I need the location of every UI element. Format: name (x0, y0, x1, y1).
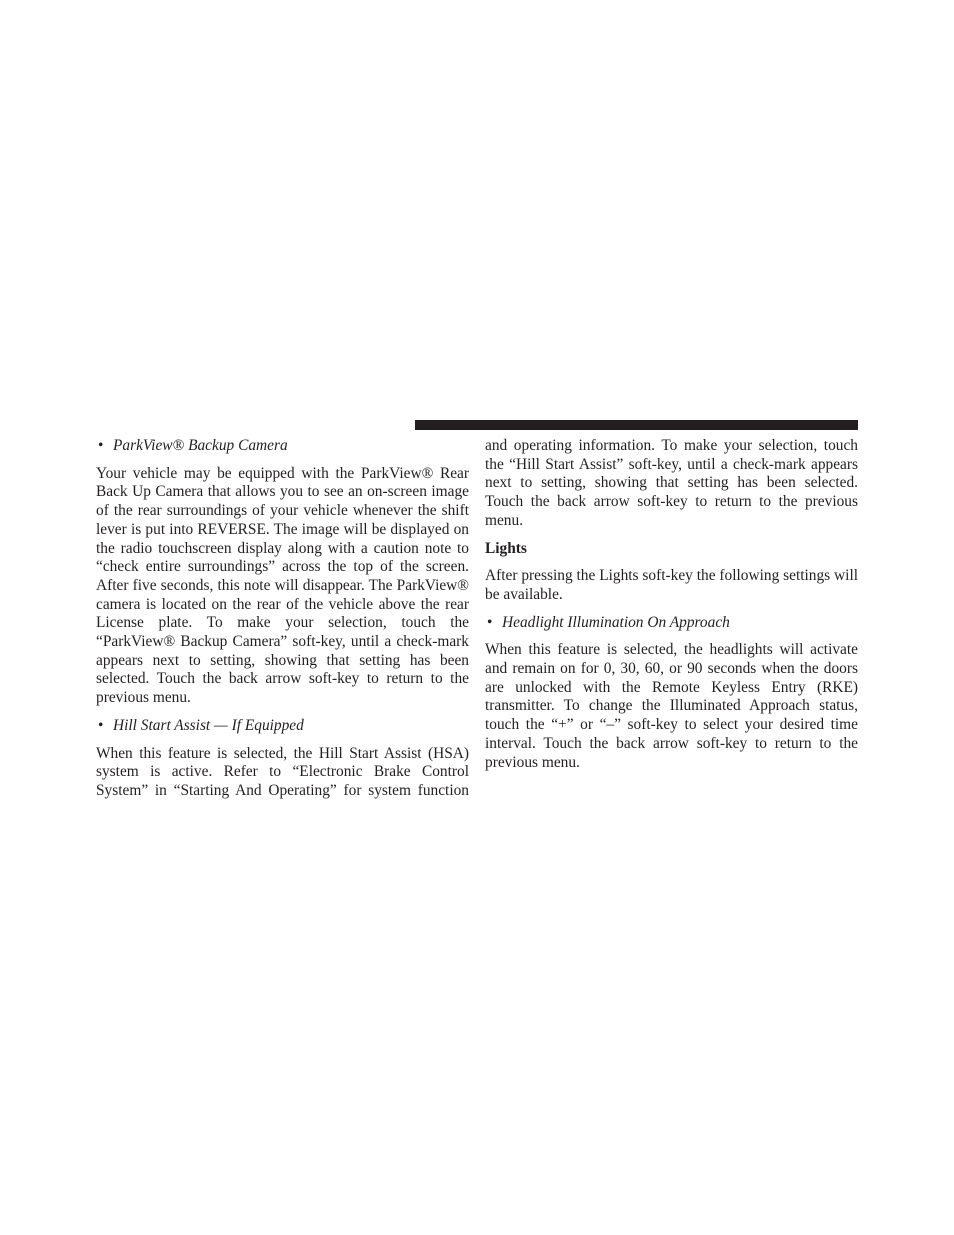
header-rule (415, 420, 858, 430)
right-column (485, 437, 858, 781)
bullet-icon: • (98, 716, 104, 734)
left-column (96, 437, 469, 810)
bullet-label: ParkView® Backup Camera (113, 437, 288, 454)
hill-start-assist-paragraph: When this feature is selected, the Hill Start Assist (HSA) system is active. Refer to “Electronic Brake Control System” in “Starting And Operating” for system function (96, 744, 469, 799)
lights-heading: Lights (485, 539, 527, 557)
lights-paragraph: After pressing the Lights soft-key the following settings will be available. (485, 567, 858, 603)
bullet-label: Headlight Illumination On Approach (502, 613, 730, 631)
bullet-headlight-illumination (485, 614, 858, 633)
headlight-illumination-paragraph: When this feature is selected, the headlights will activate and remain on for 0, 30, 60, or 90 seconds when the doors are unlocked with the Remote Keyless Entry (RKE) transmitter. To change the Illuminated Approach status, touch the “+” or “–” soft-key to select your desired time interval. Touch the back arrow soft-key to return to the previous menu. (485, 641, 858, 771)
hill-start-assist-paragraph-continued: and operating information. To make your selection, touch the “Hill Start Assist” soft-key, until a check-mark appears next to setting, showing that setting has been selected. Touch the back arrow soft-key to return to the previous menu. (485, 437, 858, 529)
bullet-parkview-backup-camera (96, 437, 469, 456)
parkview-paragraph: Your vehicle may be equipped with the ParkView® Rear Back Up Camera that allows you to see an on-screen image of the rear surroundings of your vehicle whenever the shift lever is put into REVERSE. The image will be displayed on the radio touchscreen display along with a caution note to “check entire surroundings” across the top of the screen. After five seconds, this note will disappear. The ParkView® camera is located on the rear of the vehicle above the rear License plate. To make your selection, touch the “ParkView® Backup Camera” soft-key, until a check-mark appears next to setting, showing that setting has been selected. Touch the back arrow soft-key to return to the previous menu. (96, 464, 469, 707)
bullet-icon: • (487, 613, 493, 631)
bullet-hill-start-assist (96, 717, 469, 736)
bullet-label: Hill Start Assist — If Equipped (113, 716, 304, 734)
bullet-icon: • (98, 437, 104, 454)
